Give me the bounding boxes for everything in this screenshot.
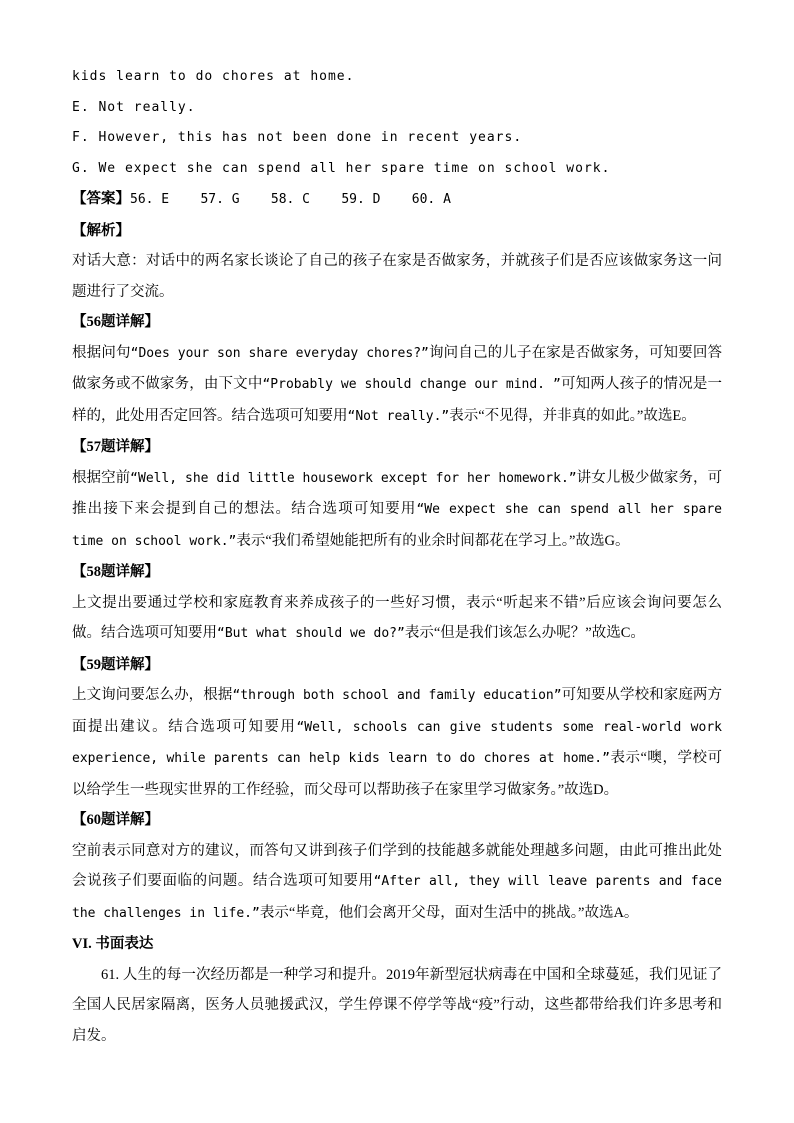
english-text-run: E. Not really. [72, 99, 196, 115]
paragraph [72, 93, 722, 124]
paragraph [72, 557, 722, 588]
paragraph [72, 184, 722, 216]
paragraph [72, 650, 722, 681]
chinese-text-run: VI. 书面表达 [72, 936, 154, 952]
chinese-text-run: 表示“不见得，并非真的如此。”故选E。 [449, 407, 696, 424]
paragraph [72, 588, 722, 650]
paragraph [72, 836, 730, 930]
english-text-run: “But what should we do?” [217, 626, 405, 641]
chinese-text-run: 【60题详解】 [72, 812, 159, 828]
paragraph [72, 960, 722, 1052]
paragraph [72, 680, 730, 805]
chinese-text-run: 表示“我们希望她能把所有的业余时间都花在学习上。”故选G。 [236, 532, 630, 549]
english-text-run: “We expect she can spend all her spare time on school work.” [72, 502, 730, 549]
chinese-text-run: 【59题详解】 [72, 656, 159, 673]
paragraph [72, 338, 722, 433]
paragraph [72, 216, 722, 247]
english-text-run: “Well, she did little housework except for her homework.” [130, 470, 577, 486]
paragraph [72, 929, 722, 960]
english-text-run: “Well, schools can give students some real-world work experience, while parents can help kids learn to do chores at home.” [72, 719, 730, 766]
chinese-text-run: 对话大意：对话中的两名家长谈论了自己的孩子在家是否做家务，并就孩子们是否应该做家务这一问题进行了交流。 [72, 253, 722, 300]
paragraph [72, 62, 722, 93]
english-text-run: 56. E 57. G 58. C 59. D 60. A [130, 192, 451, 207]
chinese-text-run: 讲女儿极少做家务，可推出接下来会提到自己的想法。结合选项可知要用 [72, 469, 723, 517]
paragraph [72, 123, 722, 154]
paragraph [72, 432, 722, 463]
chinese-text-run: 上文提出要通过学校和家庭教育来养成孩子的一些好习惯，表示“听起来不错”后应该会询问要怎么做。结合选项可知要用 [72, 594, 722, 641]
chinese-text-run: 询问自己的儿子在家是否做家务，可知要回答做家务或不做家务，由下文中 [72, 344, 722, 392]
english-text-run: “Not really.” [347, 408, 450, 424]
chinese-text-run: 根据问句 [72, 344, 131, 361]
paragraph [72, 463, 730, 558]
chinese-text-run: 表示“但是我们该怎么办呢？”故选C。 [404, 625, 645, 641]
english-text-run: “Probably we should change our mind. ” [262, 377, 561, 392]
chinese-text-run: 61. 人生的每一次经历都是一种学习和提升。2019年新型冠状病毒在中国和全球蔓延，我们见证了全国人民居家隔离，医务人员驰援武汉，学生停课不停学等战“疫”行动，这些都带给我们许多思考和启发。 [72, 966, 722, 1044]
chinese-text-run: 空前表示同意对方的建议，而答句又讲到孩子们学到的技能越多就能处理越多问题，由此可推出此处会说孩子们要面临的问题。结合选项可知要用 [72, 842, 722, 889]
chinese-text-run: 【57题详解】 [72, 439, 159, 455]
chinese-text-run: 可知两人孩子的情况是一样的，此处用否定回答。结合选项可知要用 [72, 376, 723, 424]
chinese-text-run: 根据空前 [72, 469, 131, 486]
english-text-run: “through both school and family education” [232, 688, 562, 703]
chinese-text-run: 表示“噢，学校可以给学生一些现实世界的工作经验，而父母可以帮助孩子在家里学习做家务。”故选D。 [72, 750, 723, 798]
chinese-text-run: 可知要从学校和家庭两方面提出建议。结合选项可知要用 [72, 687, 723, 735]
english-text-run: “After all, they will leave parents and face the challenges in life.” [72, 874, 730, 921]
chinese-text-run: 【56题详解】 [72, 314, 159, 330]
english-text-run: kids learn to do chores at home. [72, 69, 355, 84]
paragraph [72, 805, 722, 836]
paragraph [72, 307, 722, 338]
english-text-run: F. However, this has not been done in recent years. [72, 130, 523, 145]
chinese-text-run: 表示“毕竟，他们会离开父母，面对生活中的挑战。”故选A。 [259, 904, 639, 921]
chinese-text-run: 【解析】 [72, 222, 130, 239]
chinese-text-run: 【答案】 [72, 191, 130, 207]
english-text-run: “Does your son share everyday chores?” [130, 345, 429, 361]
document-body [72, 62, 730, 1051]
english-text-run: G. We expect she can spend all her spare time on school work. [72, 160, 611, 176]
paragraph [72, 246, 722, 307]
paragraph [72, 154, 722, 185]
chinese-text-run: 【58题详解】 [72, 564, 159, 580]
chinese-text-run: 上文询问要怎么办，根据 [72, 687, 233, 703]
